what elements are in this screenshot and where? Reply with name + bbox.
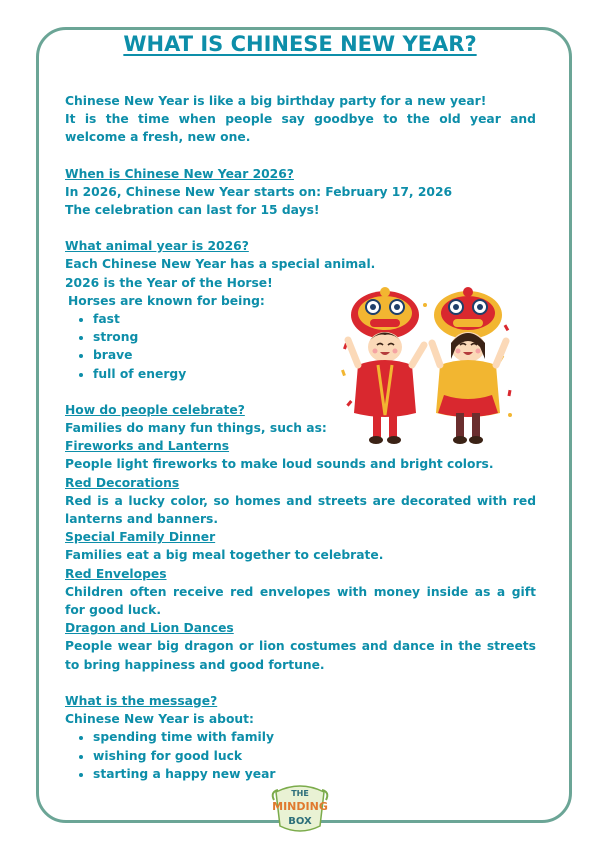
logo-text: BOX bbox=[288, 816, 312, 827]
animal-line: Each Chinese New Year has a special animal. bbox=[65, 257, 376, 272]
animal-line: Horses are known for being: bbox=[68, 293, 265, 308]
list-item: • starting a happy new year bbox=[93, 765, 536, 783]
celebration-text: Red is a lucky color, so homes and streets are decorated with red lanterns and banners. bbox=[65, 493, 536, 527]
celebrate-intro: Families do many fun things, such as: bbox=[65, 421, 327, 436]
animal-line: 2026 is the Year of the Horse! bbox=[65, 275, 273, 290]
celebration-title: Red Decorations bbox=[65, 475, 180, 490]
when-line: The celebration can last for 15 days! bbox=[65, 203, 320, 218]
celebration-title: Fireworks and Lanterns bbox=[65, 439, 230, 454]
message-intro: Chinese New Year is about: bbox=[65, 712, 254, 727]
intro-line: Chinese New Year is like a big birthday party for a new year! bbox=[65, 94, 487, 108]
celebration-text: Children often receive red envelopes with money inside as a gift for good luck. bbox=[65, 584, 536, 618]
page-title: WHAT IS CHINESE NEW YEAR? bbox=[123, 32, 477, 56]
list-item: • brave bbox=[93, 346, 536, 364]
section-heading-animal: What animal year is 2026? bbox=[65, 239, 249, 254]
celebration-title: Special Family Dinner bbox=[65, 530, 216, 545]
celebration-text: People light fireworks to make loud sounds and bright colors. bbox=[65, 457, 494, 472]
minding-box-logo bbox=[270, 782, 330, 838]
logo-text: MINDING bbox=[272, 800, 328, 813]
list-item: • spending time with family bbox=[93, 728, 536, 746]
section-heading-when: When is Chinese New Year 2026? bbox=[65, 166, 294, 181]
message-list bbox=[65, 728, 536, 783]
list-item: • fast bbox=[93, 310, 536, 328]
celebration-text: People wear big dragon or lion costumes and dance in the streets to bring happiness and good fortune. bbox=[65, 639, 536, 672]
logo-text: THE bbox=[291, 789, 309, 798]
celebration-title: Dragon and Lion Dances bbox=[65, 621, 234, 636]
list-item: • wishing for good luck bbox=[93, 747, 536, 765]
section-heading-celebrate: How do people celebrate? bbox=[65, 402, 245, 417]
when-line: In 2026, Chinese New Year starts on: February 17, 2026 bbox=[65, 184, 453, 199]
intro-line: It is the time when people say goodbye to the old year and welcome a fresh, new one. bbox=[65, 112, 536, 145]
list-item: • strong bbox=[93, 328, 536, 346]
celebration-title: Red Envelopes bbox=[65, 566, 167, 581]
celebration-text: Families eat a big meal together to celebrate. bbox=[65, 548, 384, 563]
section-heading-message: What is the message? bbox=[65, 693, 218, 708]
list-item: • full of energy bbox=[93, 365, 536, 383]
lion-dance-children-illustration bbox=[340, 285, 516, 450]
